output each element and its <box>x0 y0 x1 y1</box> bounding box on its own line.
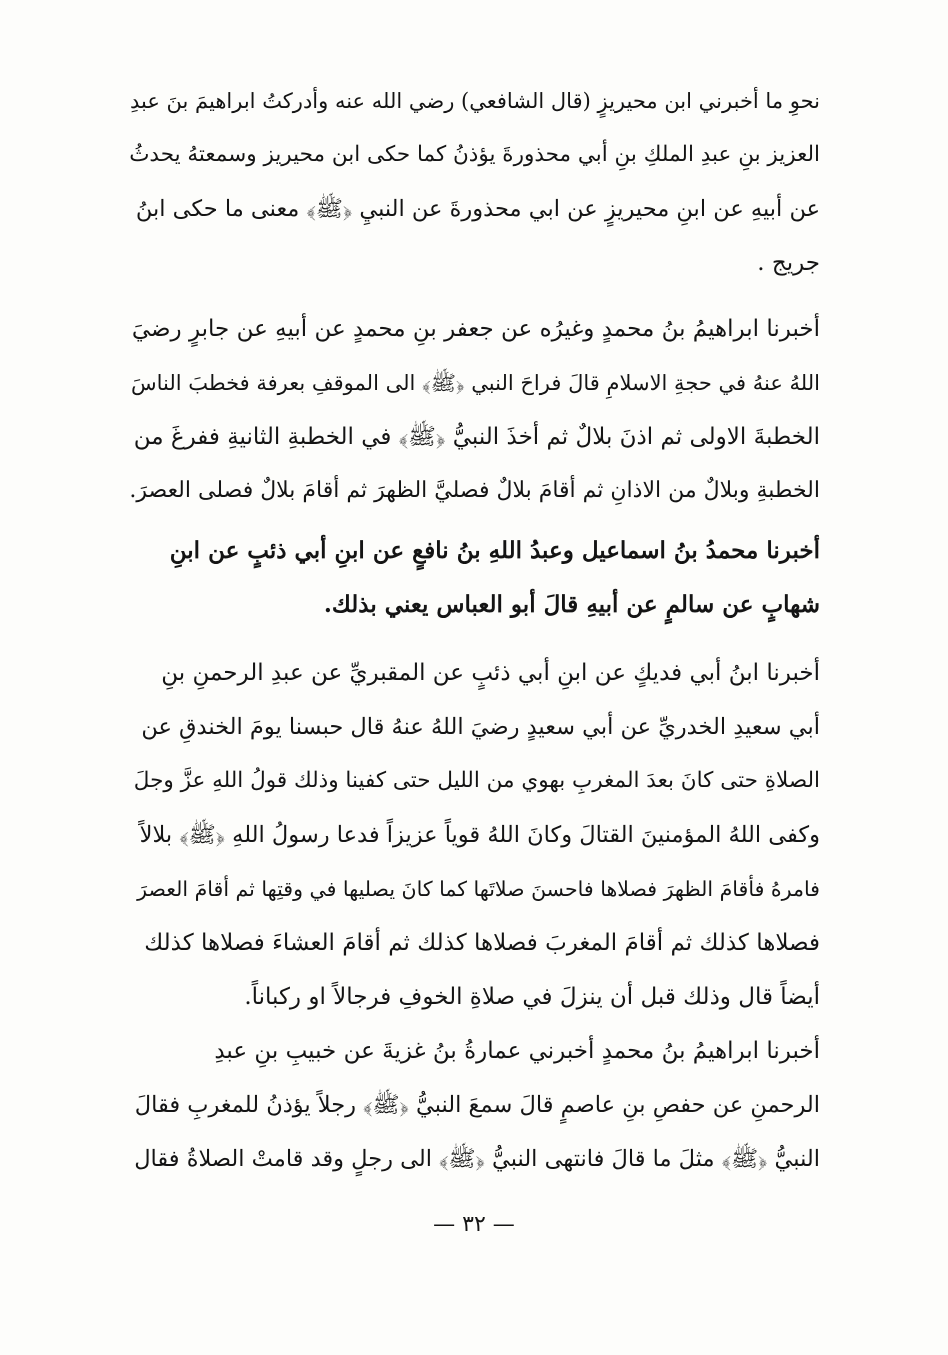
text-line: النبيُّ ﴿ﷺ﴾ مثلَ ما قالَ فانتهى النبيُّ ﴿ﷺ﴾ الى رجلٍ وقد قامتْ الصلاةُ فقال <box>134 1146 820 1172</box>
text-line: أخبرنا ابراهيمُ بنُ محمدٍ أخبرني عمارةُ بنُ غزيةَ عن خبيبِ بنِ عبدِ <box>214 1038 820 1064</box>
paragraph-5 <box>128 1024 820 1186</box>
text-line: أخبرنا ابنُ أبي فديكٍ عن ابنِ أبي ذئبٍ عن المقبريِّ عن عبدِ الرحمنِ بنِ <box>161 660 820 686</box>
text-line: أبي سعيدِ الخدريِّ عن أبي سعيدٍ رضيَ اللهُ عنهُ قال حبسنا يومَ الخندقِ عن <box>141 714 820 740</box>
text-line: الصلاةِ حتى كانَ بعدَ المغربِ بهوي من الليل حتى كفينا وذلك قولُ اللهِ عزَّ وجلَ <box>133 768 820 793</box>
text-line: أيضاً قال وذلك قبل أن ينزلَ في صلاةِ الخوفِ فرجالاً او ركباناً. <box>244 984 820 1010</box>
text-line: أخبرنا ابراهيمُ بنُ محمدٍ وغيرُه عن جعفر بنِ محمدٍ عن أبيهِ عن جابرٍ رضيَ <box>131 316 820 342</box>
text-line: جريج . <box>757 250 820 276</box>
page-number: — ٣٢ — <box>433 1212 515 1237</box>
paragraph-3 <box>128 524 820 632</box>
text-line: الخطبةِ وبلالٌ من الاذانِ ثم أقامَ بلالٌ فصليَّ الظهرَ ثم أقامَ بلالٌ فصلى العصرَ. <box>129 478 820 503</box>
text-line: عن أبيهِ عن ابنِ محيريزٍ عن ابي محذورةَ عن النبيِ ﴿ﷺ﴾ معنى ما حكى ابنُ <box>135 196 820 222</box>
text-line: أخبرنا محمدُ بنُ اسماعيل وعبدُ اللهِ بنُ نافعٍ عن ابنِ أبي ذئبٍ عن ابنِ <box>169 537 820 564</box>
text-line: نحوِ ما أخبرني ابن محيريزٍ (قال الشافعي) رضي الله عنه وأدركتُ ابراهيمَ بنَ عبدِ <box>129 89 820 113</box>
paragraph-4 <box>128 646 820 1024</box>
text-line: العزيز بنِ عبدِ الملكِ بنِ أبي محذورةَ يؤذنُ كما حكى ابن محيريز وسمعتهُ يحدثُ <box>129 142 820 167</box>
paragraph-2 <box>128 302 820 518</box>
text-line: فصلاها كذلك ثم أقامَ المغربَ فصلاها كذلك ثم أقامَ العشاءَ فصلاها كذلك <box>144 930 820 956</box>
text-line: وكفى اللهُ المؤمنينَ القتالَ وكانَ اللهُ قوياً عزيزاً فدعا رسولُ اللهِ ﴿ﷺ﴾ بلالاً <box>139 822 820 848</box>
text-line: فامرهُ فأقامَ الظهرَ فصلاها فاحسنَ صلاتَها كما كانَ يصليها في وقتِها ثم أقامَ العصرَ <box>137 877 820 901</box>
paragraph-1 <box>128 74 820 290</box>
text-line: شهابٍ عن سالمٍ عن أبيهِ قالَ أبو العباس يعني بذلك. <box>323 591 820 618</box>
text-line: الرحمنِ عن حفصِ بنِ عاصمٍ قالَ سمعَ النبيُّ ﴿ﷺ﴾ رجلاً يؤذنُ للمغربِ فقالَ <box>134 1092 820 1118</box>
text-line: اللهُ عنهُ في حجةِ الاسلامِ قالَ فراحَ النبي ﴿ﷺ﴾ الى الموقفِ بعرفة فخطبَ الناسَ <box>130 371 820 395</box>
text-line: الخطبةَ الاولى ثم اذنَ بلالٌ ثم أخذَ النبيُّ ﴿ﷺ﴾ في الخطبةِ الثانيةِ ففرغَ من <box>133 424 820 450</box>
